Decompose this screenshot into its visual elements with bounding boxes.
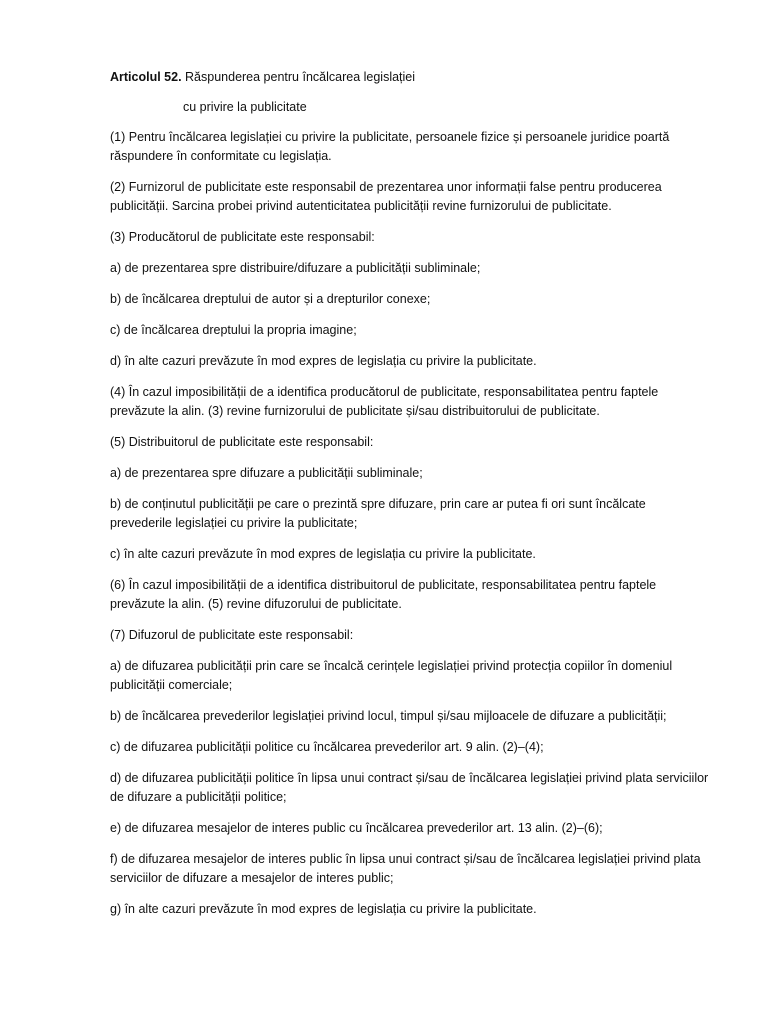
paragraph-3b: b) de încălcarea dreptului de autor și a drepturilor conexe;: [110, 292, 431, 306]
paragraph-5: (5) Distribuitorul de publicitate este responsabil:: [110, 435, 374, 449]
paragraph-3c: c) de încălcarea dreptului la propria imagine;: [110, 323, 357, 337]
paragraph-4: (4) În cazul imposibilității de a identifica producătorul de publicitate, responsabilitatea pentru faptele prevăzute la alin. (3) revine furnizorului de publicitate și/sau distribuitorului de publicitate.: [110, 385, 659, 418]
paragraph-7g: g) în alte cazuri prevăzute în mod expres de legislația cu privire la publicitate.: [110, 902, 537, 916]
paragraph-5c: c) în alte cazuri prevăzute în mod expres de legislația cu privire la publicitate.: [110, 547, 536, 561]
article-title: Răspunderea pentru încălcarea legislației: [185, 70, 416, 84]
paragraph-7a: a) de difuzarea publicității prin care se încalcă cerințele legislației privind protecția copiilor în domeniul publicității comerciale;: [110, 659, 673, 692]
article-label: Articolul 52.: [110, 70, 182, 84]
paragraph-7d: d) de difuzarea publicității politice în lipsa unui contract și/sau de încălcarea legislației privind plata serviciilor de difuzare a publicității politice;: [110, 771, 709, 804]
paragraph-3a: a) de prezentarea spre distribuire/difuzare a publicității subliminale;: [110, 261, 481, 275]
article-subtitle: cu privire la publicitate: [183, 100, 307, 114]
paragraph-5a: a) de prezentarea spre difuzare a publicității subliminale;: [110, 466, 423, 480]
article-heading: [110, 68, 710, 86]
document-page: [110, 68, 710, 931]
paragraph-1: (1) Pentru încălcarea legislației cu privire la publicitate, persoanele fizice și persoanele juridice poartă răspundere în conformitate cu legislația.: [110, 130, 670, 163]
paragraph-7b: b) de încălcarea prevederilor legislației privind locul, timpul și/sau mijloacele de difuzare a publicității;: [110, 709, 667, 723]
paragraph-7c: c) de difuzarea publicității politice cu încălcarea prevederilor art. 9 alin. (2)–(4);: [110, 740, 544, 754]
paragraph-3: (3) Producătorul de publicitate este responsabil:: [110, 230, 375, 244]
paragraph-2: (2) Furnizorul de publicitate este responsabil de prezentarea unor informații false pentru producerea publicității. Sarcina probei privind autenticitatea publicității revine furnizorului de publicitate.: [110, 180, 662, 213]
paragraph-7e: e) de difuzarea mesajelor de interes public cu încălcarea prevederilor art. 13 alin. (2)–(6);: [110, 821, 603, 835]
paragraph-3d: d) în alte cazuri prevăzute în mod expres de legislația cu privire la publicitate.: [110, 354, 537, 368]
paragraph-5b: b) de conținutul publicității pe care o prezintă spre difuzare, prin care ar putea fi ori sunt încălcate prevederile legislației cu privire la publicitate;: [110, 497, 646, 530]
paragraph-6: (6) În cazul imposibilității de a identifica distribuitorul de publicitate, responsabilitatea pentru faptele prevăzute la alin. (5) revine difuzorului de publicitate.: [110, 578, 657, 611]
paragraph-7f: f) de difuzarea mesajelor de interes public în lipsa unui contract și/sau de încălcarea legislației privind plata serviciilor de difuzare a mesajelor de interes public;: [110, 852, 701, 885]
paragraph-7: (7) Difuzorul de publicitate este responsabil:: [110, 628, 354, 642]
